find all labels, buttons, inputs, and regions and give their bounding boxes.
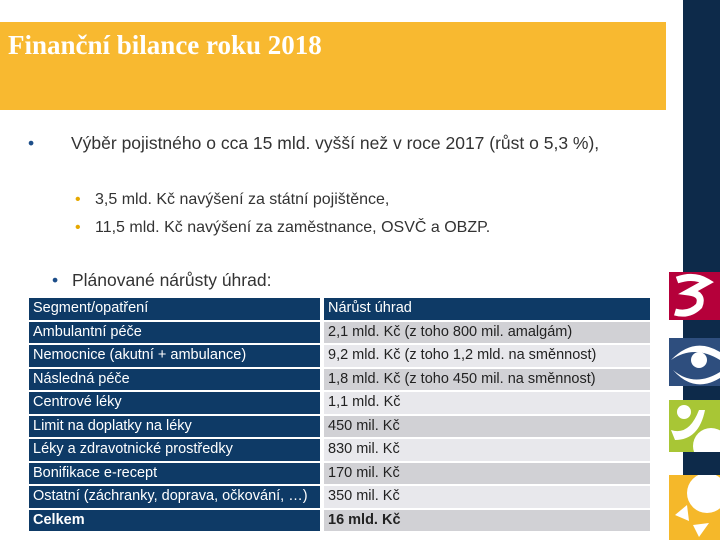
side-bar — [683, 0, 720, 540]
bullet-text: Plánované nárůsty úhrad: — [72, 270, 272, 290]
table-row — [29, 369, 650, 391]
payments-table — [25, 296, 654, 533]
value-cell: 16 mld. Kč — [324, 510, 650, 532]
value-cell: 1,1 mld. Kč — [324, 392, 650, 414]
bullet-planned — [54, 270, 271, 291]
segment-cell: Centrové léky — [29, 392, 320, 414]
table-row — [29, 345, 650, 367]
segment-cell: Ostatní (záchranky, doprava, očkování, …) — [29, 486, 320, 508]
segment-cell: Ambulantní péče — [29, 322, 320, 344]
value-cell: 1,8 mld. Kč (z toho 450 mil. na směnnost) — [324, 369, 650, 391]
slide-title: Finanční bilance roku 2018 — [8, 30, 322, 60]
table-row — [29, 392, 650, 414]
bullet-icon: • — [52, 270, 59, 290]
sub-bullet-text: 11,5 mld. Kč navýšení za zaměstnance, OSVČ a OBZP. — [95, 219, 491, 236]
bullet-text: Výběr pojistného o cca 15 mld. vyšší než v roce 2017 (růst o 5,3 %), — [71, 133, 600, 153]
table-row — [29, 486, 650, 508]
segment-cell: Limit na doplatky na léky — [29, 416, 320, 438]
table-row-total — [29, 510, 650, 532]
bullet-icon: • — [75, 219, 81, 236]
table-row — [29, 439, 650, 461]
sub-bullet — [75, 191, 389, 209]
bullet-premium — [30, 132, 625, 155]
heart-logo-icon — [669, 272, 720, 320]
value-cell: 170 mil. Kč — [324, 463, 650, 485]
sub-bullet — [75, 219, 490, 237]
header-increase: Nárůst úhrad — [324, 298, 650, 320]
segment-cell: Celkem — [29, 510, 320, 532]
bullet-icon: • — [75, 191, 81, 208]
value-cell: 2,1 mld. Kč (z toho 800 mil. amalgám) — [324, 322, 650, 344]
table-header — [29, 298, 650, 320]
value-cell: 9,2 mld. Kč (z toho 1,2 mld. na směnnost) — [324, 345, 650, 367]
value-cell: 450 mil. Kč — [324, 416, 650, 438]
value-cell: 350 mil. Kč — [324, 486, 650, 508]
table-row — [29, 463, 650, 485]
figure-logo-icon — [669, 400, 720, 452]
segment-cell: Nemocnice (akutní + ambulance) — [29, 345, 320, 367]
value-cell: 830 mil. Kč — [324, 439, 650, 461]
header-segment: Segment/opatření — [29, 298, 320, 320]
segment-cell: Bonifikace e-recept — [29, 463, 320, 485]
table-row — [29, 416, 650, 438]
eye-logo-icon — [669, 338, 720, 386]
segment-cell: Následná péče — [29, 369, 320, 391]
table-row — [29, 322, 650, 344]
segment-cell: Léky a zdravotnické prostředky — [29, 439, 320, 461]
bullet-icon: • — [28, 133, 35, 153]
sun-logo-icon — [669, 475, 720, 540]
sub-bullet-text: 3,5 mld. Kč navýšení za státní pojištěnce, — [95, 191, 390, 208]
